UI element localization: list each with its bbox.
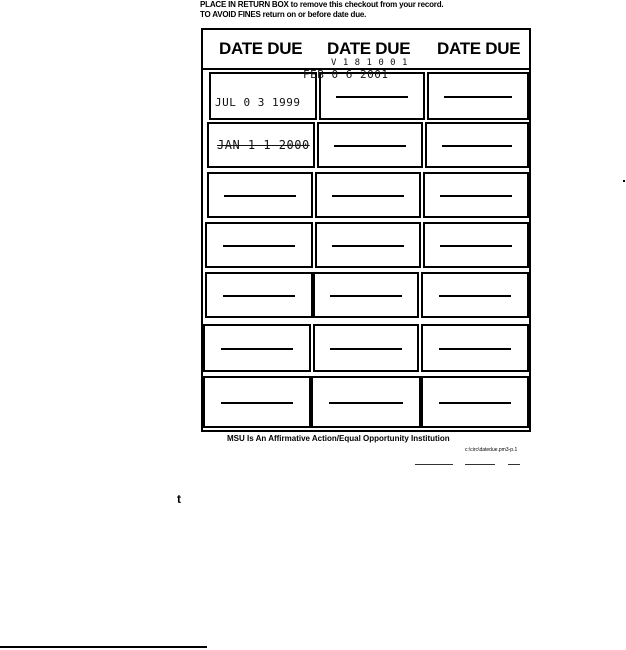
instruction-line-1: PLACE IN RETURN BOX to remove this checkout from your record.	[200, 0, 444, 9]
date-cell-r2c3	[425, 122, 529, 168]
date-line	[439, 402, 512, 404]
date-line	[223, 295, 296, 297]
equal-opportunity-notice: MSU Is An Affirmative Action/Equal Opportunity Institution	[227, 434, 450, 443]
form-code: c:\circ\datedue.pm3-p.1	[465, 447, 518, 453]
due-date-stamp-faint: V 1 8 1 0 0 1	[331, 58, 408, 68]
date-line	[439, 295, 512, 297]
date-line	[442, 145, 512, 147]
stray-mark	[508, 464, 520, 465]
return-instructions	[200, 0, 540, 20]
date-cell-r3c3	[423, 172, 529, 218]
stray-mark	[465, 464, 495, 465]
stray-dot	[623, 180, 625, 182]
date-line	[332, 245, 403, 247]
date-cell-r7c3	[421, 376, 529, 428]
date-cell-r5c2	[313, 272, 419, 318]
header-col-1: DATE DUE	[219, 39, 303, 58]
date-cell-r6c2	[313, 324, 419, 372]
date-line	[336, 96, 407, 98]
instruction-line-2: TO AVOID FINES return on or before date due.	[200, 10, 367, 19]
due-date-stamp-feb: FEB 0 6 2001	[303, 68, 389, 81]
date-cell-r2c2	[317, 122, 423, 168]
header-col-3: DATE DUE	[437, 39, 521, 58]
due-date-stamp-jul: JUL 0 3 1999	[215, 96, 301, 109]
stray-mark	[415, 464, 453, 465]
date-cell-r4c3	[423, 222, 529, 268]
date-cell-r3c1	[207, 172, 313, 218]
date-line	[224, 195, 295, 197]
date-cell-r4c2	[315, 222, 421, 268]
date-line	[439, 348, 512, 350]
date-cell-r5c1	[205, 272, 313, 318]
date-cell-r7c2	[311, 376, 421, 428]
date-cell-r6c1	[203, 324, 311, 372]
header-col-2: DATE DUE	[327, 39, 411, 58]
date-line	[334, 145, 405, 147]
footnote-rule	[0, 646, 207, 648]
date-line	[221, 402, 294, 404]
date-cell-r6c3	[421, 324, 529, 372]
date-line	[221, 348, 294, 350]
date-cell-r1c3	[427, 72, 529, 120]
date-line	[332, 195, 403, 197]
page-marker: t	[177, 492, 181, 506]
date-line	[223, 245, 296, 247]
date-cell-r7c1	[203, 376, 311, 428]
due-date-stamp-jan: JAN 1 1 2000	[217, 138, 310, 152]
date-line	[440, 245, 511, 247]
date-due-card	[201, 28, 531, 432]
date-cell-r4c1	[205, 222, 313, 268]
date-cell-r3c2	[315, 172, 421, 218]
date-line	[330, 295, 401, 297]
date-line	[444, 96, 513, 98]
date-line	[330, 348, 401, 350]
date-line	[440, 195, 511, 197]
date-line	[329, 402, 403, 404]
date-cell-r5c3	[421, 272, 529, 318]
